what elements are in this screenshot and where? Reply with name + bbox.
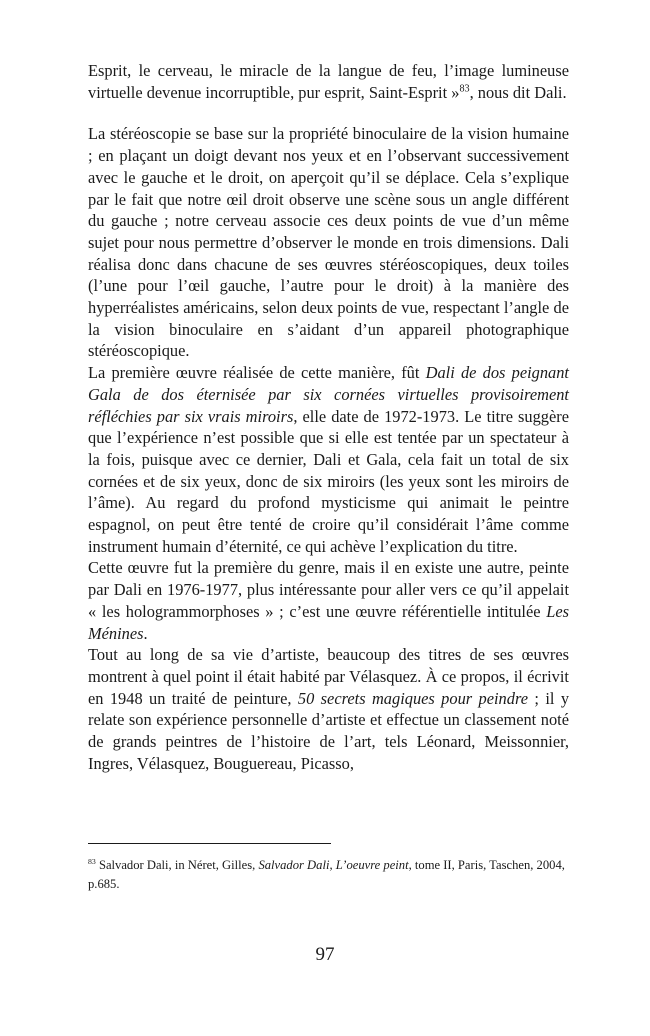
- paragraph-4: [88, 557, 569, 644]
- book-title: 50 secrets magiques pour peindre: [297, 688, 528, 708]
- paragraph-5-text-start: Tout au long de sa vie d’artiste, beaucoup des titres de ses œuvres montrent à quel point il était habité par Vélasquez. À ce propos, il écrivit en 1948 un traité de peinture,: [88, 645, 569, 708]
- artwork-title: Dali de dos peignant Gala de dos éternisée par six cornées virtuelles provisoirement réfléchies par six vrais miroirs: [88, 363, 569, 426]
- page-body: [88, 60, 569, 775]
- footnote-reference[interactable]: 83: [459, 83, 470, 95]
- paragraph-4-text-start: Cette œuvre fut la première du genre, mais il en existe une autre, peinte par Dali en 1976-1977, plus intéressante pour aller vers ce qu’il appelait « les hologrammorphoses » ; c’est une œuvre référentielle intitulée: [88, 558, 569, 621]
- footnote-number: 83: [88, 856, 96, 866]
- page-number: 97: [315, 944, 335, 965]
- paragraph-5-text-end: ; il y relate son expérience personnelle d’artiste et effectue un classement noté de grands peintres de l’histoire de l’art, tels Léonard, Meissonnier, Ingres, Vélasquez, Bouguereau, Picasso,: [88, 688, 570, 773]
- paragraph-1-text: Esprit, le cerveau, le miracle de la langue de feu, l’image lumineuse virtuelle devenue incorruptible, pur esprit, Saint-Esprit »: [88, 61, 569, 102]
- paragraph-3-text-start: La première œuvre réalisée de cette manière, fût: [88, 363, 426, 383]
- paragraph-2: La stéréoscopie se base sur la propriété binoculaire de la vision humaine ; en plaçant un doigt devant nos yeux et en l’observant successivement avec le gauche et le droit, on aperçoit qu’il se déplace. Cela s’explique par le fait que notre œil droit observe une scène sous un angle différent du gauche ; notre cerveau associe ces deux points de vue d’un même sujet pour nous permettre d’observer le monde en trois dimensions. Dali réalisa donc dans chacune de ses œuvres stéréoscopiques, deux toiles (l’une pour l’œil gauche, l’autre pour le droit) à la manière des hyperréalistes américains, selon deux points de vue, respectant l’angle de la vision binoculaire en s’aidant d’un appareil photographique stéréoscopique.: [88, 124, 569, 361]
- paragraph-3: [88, 362, 569, 557]
- paragraph-gap: [88, 103, 569, 123]
- footnote-text-end: , tome II, Paris, Taschen, 2004, p.685.: [88, 858, 565, 891]
- paragraph-5: [88, 644, 569, 774]
- footnote: [88, 856, 569, 894]
- artwork-title: Les Ménines: [88, 601, 569, 643]
- paragraph-1: [88, 60, 569, 103]
- footnote-text-start: Salvador Dali, in Néret, Gilles,: [95, 858, 259, 872]
- paragraph-1-text-end: , nous dit Dali.: [469, 82, 567, 102]
- footnote-book-title: Salvador Dali, L’oeuvre peint: [258, 858, 409, 872]
- footnote-separator: [88, 843, 331, 844]
- paragraph-3-text-end: , elle date de 1972-1973. Le titre suggère que l’expérience n’est possible que si elle est tentée par un spectateur à la fois, puisque avec ce dernier, Dali et Gala, cela fait un total de six cornées et de six yeux, donc de six miroirs (les yeux sont les miroirs de l’âme). Au regard du profond mysticisme qui animait le peintre espagnol, on peut être tenté de croire qu’il considérait l’âme comme instrument humain d’éternité, ce qui achève l’explication du titre.: [88, 406, 569, 556]
- paragraph-4-text-end: .: [143, 623, 148, 643]
